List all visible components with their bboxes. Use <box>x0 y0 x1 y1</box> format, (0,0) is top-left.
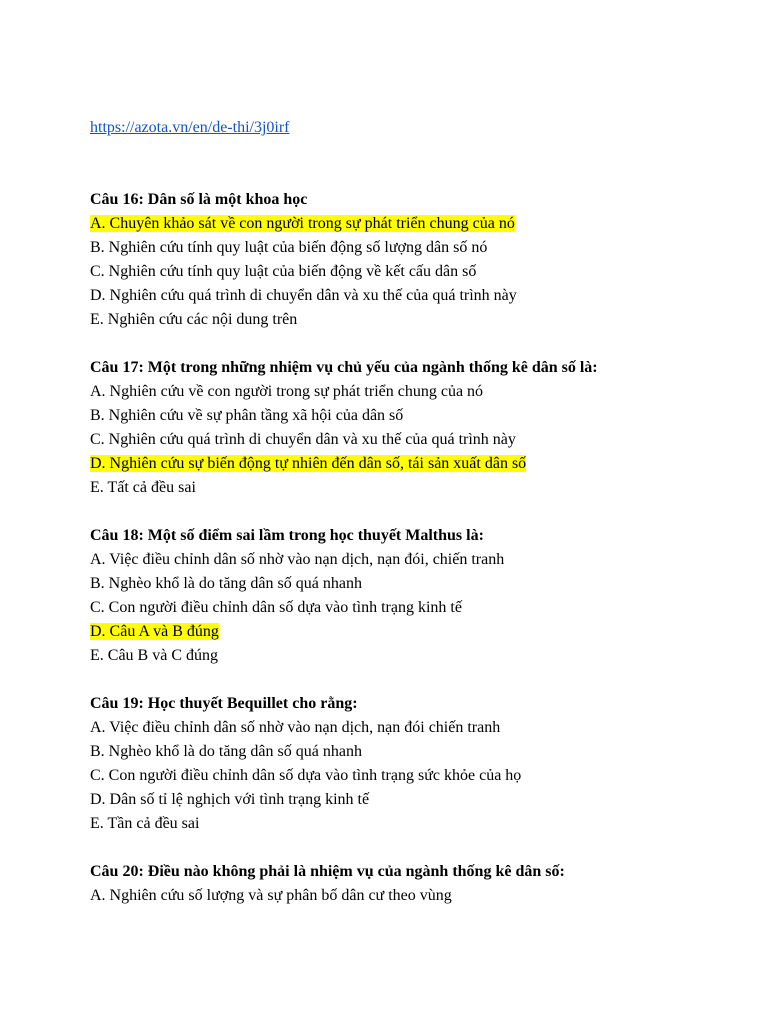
answer-option-text: A. Nghiên cứu số lượng và sự phân bố dân cư theo vùng <box>90 887 452 904</box>
answer-option <box>90 572 750 596</box>
answer-option-text: E. Tất cả đều sai <box>90 479 196 496</box>
answer-option-text: A. Việc điều chỉnh dân số nhờ vào nạn dịch, nạn đói, chiến tranh <box>90 551 505 568</box>
question-title: Câu 16: Dân số là một khoa học <box>90 191 308 208</box>
answer-option-text: B. Nghèo khổ là do tăng dân số quá nhanh <box>90 743 362 760</box>
answer-option <box>90 404 750 428</box>
answer-option-text: C. Nghiên cứu tính quy luật của biến động về kết cấu dân số <box>90 263 477 280</box>
answer-option <box>90 644 750 668</box>
question-block <box>90 188 750 356</box>
answer-option <box>90 884 750 908</box>
answer-option <box>90 596 750 620</box>
spacer <box>90 140 750 188</box>
question-block <box>90 356 750 524</box>
question-title: Câu 19: Học thuyết Bequillet cho rằng: <box>90 695 358 712</box>
answer-option-text: B. Nghiên cứu về sự phân tầng xã hội của dân số <box>90 407 404 424</box>
answer-option-text: C. Nghiên cứu quá trình di chuyển dân và xu thế của quá trình này <box>90 431 516 448</box>
answer-option <box>90 428 750 452</box>
answer-option-text: D. Dân số tỉ lệ nghịch với tình trạng kinh tế <box>90 791 370 808</box>
answer-option <box>90 236 750 260</box>
answer-option-text: E. Nghiên cứu các nội dung trên <box>90 311 298 328</box>
question-title: Câu 17: Một trong những nhiệm vụ chủ yếu của ngành thống kê dân số là: <box>90 359 598 376</box>
question-block <box>90 524 750 692</box>
exam-link[interactable]: https://azota.vn/en/de-thi/3j0irf <box>90 119 290 136</box>
answer-option-text: B. Nghèo khổ là do tăng dân số quá nhanh <box>90 575 362 592</box>
question-title: Câu 18: Một số điểm sai lầm trong học thuyết Malthus là: <box>90 527 484 544</box>
answer-option-highlighted <box>90 452 750 476</box>
answer-option-text: C. Con người điều chỉnh dân số dựa vào tình trạng kinh tế <box>90 599 462 616</box>
answer-option <box>90 812 750 836</box>
question-list <box>90 188 750 908</box>
answer-option-text: D. Nghiên cứu quá trình di chuyển dân và xu thế của quá trình này <box>90 287 517 304</box>
answer-option <box>90 764 750 788</box>
answer-option <box>90 380 750 404</box>
answer-option <box>90 740 750 764</box>
answer-option-highlighted <box>90 620 750 644</box>
answer-option <box>90 788 750 812</box>
answer-option <box>90 308 750 332</box>
spacer <box>90 668 750 692</box>
answer-option-text: A. Chuyên khảo sát về con người trong sự phát triển chung của nó <box>90 215 515 232</box>
question-title: Câu 20: Điều nào không phải là nhiệm vụ của ngành thống kê dân số: <box>90 863 565 880</box>
answer-option <box>90 260 750 284</box>
answer-option-text: C. Con người điều chỉnh dân số dựa vào tình trạng sức khỏe của họ <box>90 767 522 784</box>
question-block <box>90 692 750 860</box>
spacer <box>90 500 750 524</box>
answer-option-highlighted <box>90 212 750 236</box>
document-page <box>90 116 750 908</box>
answer-option-text: E. Câu B và C đúng <box>90 647 218 664</box>
answer-option-text: A. Việc điều chỉnh dân số nhờ vào nạn dịch, nạn đói chiến tranh <box>90 719 501 736</box>
answer-option <box>90 476 750 500</box>
answer-option <box>90 716 750 740</box>
spacer <box>90 332 750 356</box>
spacer <box>90 836 750 860</box>
answer-option-text: B. Nghiên cứu tính quy luật của biến động số lượng dân số nó <box>90 239 488 256</box>
answer-option <box>90 548 750 572</box>
answer-option <box>90 284 750 308</box>
answer-option-text: D. Nghiên cứu sự biến động tự nhiên đến dân số, tái sản xuất dân số <box>90 455 527 472</box>
answer-option-text: A. Nghiên cứu về con người trong sự phát triển chung của nó <box>90 383 484 400</box>
answer-option-text: E. Tần cả đều sai <box>90 815 200 832</box>
answer-option-text: D. Câu A và B đúng <box>90 623 219 640</box>
question-block <box>90 860 750 908</box>
